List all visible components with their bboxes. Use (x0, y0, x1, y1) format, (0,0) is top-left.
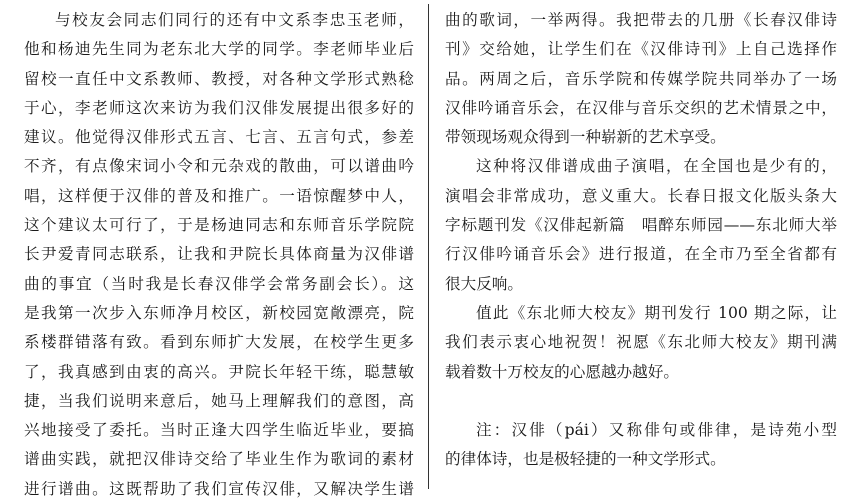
text-line: 我们表示衷心地祝贺！祝愿《东北师大校友》期刊满 (445, 333, 837, 352)
left-column (24, 6, 414, 504)
text-line: 刊》交给她，让学生们在《汉俳诗刊》上自己选择作 (445, 40, 837, 59)
text-line: 系楼群错落有致。看到东师扩大发展，在校学生更多 (24, 333, 414, 352)
text-line: 这种将汉俳谱成曲子演唱，在全国也是少有的， (476, 157, 837, 176)
right-column (445, 6, 837, 475)
text-line: 曲的事宜（当时我是长春汉俳学会常务副会长）。这 (24, 274, 414, 293)
text-line: 他和杨迪先生同为老东北大学的同学。李老师毕业后 (24, 40, 414, 59)
text-line: 留校一直任中文系教师、教授，对各种文学形式熟稔 (24, 69, 414, 88)
text-line: 兴地接受了委托。当时正逢大四学生临近毕业，要搞 (24, 421, 414, 440)
text-line: 载着数十万校友的心愿越办越好。 (445, 362, 679, 381)
text-line: 演唱会非常成功，意义重大。长春日报文化版头条大 (445, 186, 837, 205)
spacer (445, 387, 837, 416)
text-line: 曲的歌词，一举两得。我把带去的几册《长春汉俳诗 (445, 11, 837, 29)
footnote-line: 的律体诗，也是极轻捷的一种文学形式。 (445, 450, 726, 469)
text-line: 唱，这样便于汉俳的普及和推广。一语惊醒梦中人， (24, 186, 414, 205)
text-line: 带领现场观众得到一种崭新的艺术享受。 (445, 128, 726, 147)
text-line: 汉俳吟诵音乐会，在汉俳与音乐交织的艺术情景之中， (445, 98, 837, 117)
text-line: 建议。他觉得汉俳形式五言、七言、五言句式，参差 (24, 128, 414, 147)
text-line: 捷，当我们说明来意后，她马上理解我们的意图，高 (24, 391, 414, 410)
footnote-line: 注：汉俳（pái）又称俳句或俳律，是诗苑小型 (476, 421, 837, 440)
text-line: 是我第一次步入东师净月校区，新校园宽敞漂亮，院 (24, 303, 414, 322)
text-line: 长尹爱青同志联系，让我和尹院长具体商量为汉俳谱 (24, 245, 414, 264)
text-line: 进行谱曲。这既帮助了我们宣传汉俳，又解决学生谱 (24, 479, 414, 498)
text-line: 行汉俳吟诵音乐会》进行报道，在全市乃至全省都有 (445, 245, 837, 264)
text-line: 这个建议太可行了，于是杨迪同志和东师音乐学院院 (24, 216, 414, 235)
text-line: 值此《东北师大校友》期刊发行 100 期之际，让 (476, 303, 837, 322)
text-line: 字标题刊发《汉俳起新篇 唱醉东师园——东北师大举 (445, 216, 837, 235)
text-line: 于心，李老师这次来访为我们汉俳发展提出很多好的 (24, 98, 414, 117)
text-line: 与校友会同志们同行的还有中文系李忠玉老师， (55, 11, 414, 29)
text-line: 品。两周之后，音乐学院和传媒学院共同举办了一场 (445, 69, 837, 88)
text-line: 谱曲实践，就把汉俳诗交给了毕业生作为歌词的素材 (24, 450, 414, 469)
column-divider (428, 4, 429, 489)
text-line: 了，我真感到由衷的高兴。尹院长年轻干练，聪慧敏 (24, 362, 414, 381)
text-line: 不齐，有点像宋词小令和元杂戏的散曲，可以谱曲吟 (24, 157, 414, 176)
text-line: 很大反响。 (445, 274, 523, 293)
